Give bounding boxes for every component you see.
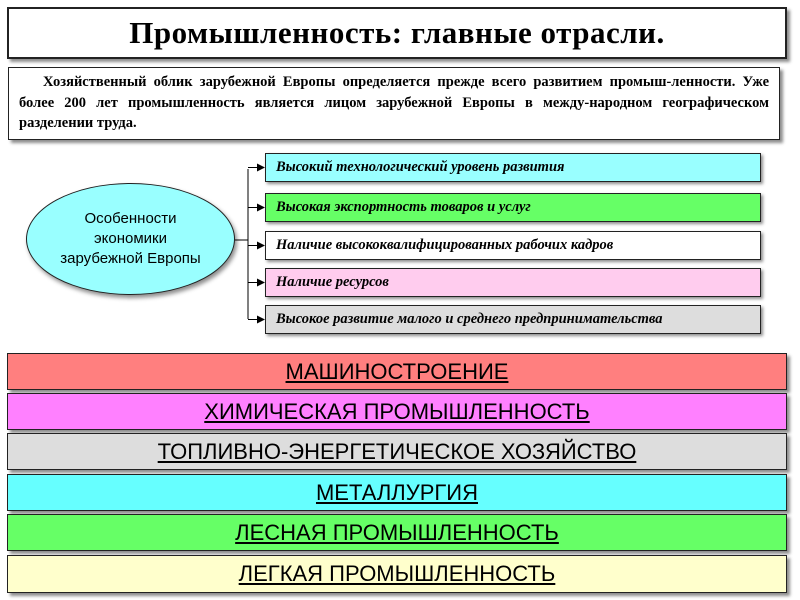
branch-label: ЛЕГКАЯ ПРОМЫШЛЕННОСТЬ — [238, 561, 556, 586]
feature-label: Наличие ресурсов — [276, 274, 389, 290]
center-label: Особенности экономики зарубежной Европы — [60, 210, 201, 267]
feature-item-resources — [265, 268, 761, 297]
feature-label: Наличие высококвалифицированных рабочих кадров — [276, 237, 614, 253]
feature-item-business — [265, 305, 761, 334]
feature-label: Высокое развитие малого и среднего предпринимательства — [276, 311, 663, 327]
intro-text: Хозяйственный облик зарубежной Европы определяется прежде всего развитием промыш-ленности. Уже более 200 лет промышленность является лицом зарубежной Европы в между-народном географическом разделении труда. — [19, 74, 769, 131]
branch-fuel-energy — [7, 433, 787, 470]
branch-chemical — [7, 393, 787, 430]
arrow-group — [248, 168, 264, 320]
feature-item-staff — [265, 231, 761, 260]
feature-label: Высокая экспортность товаров и услуг — [276, 199, 531, 215]
branch-machinery — [7, 353, 787, 390]
page-title: Промышленность: главные отрасли. — [129, 15, 665, 50]
feature-label: Высокий технологический уровень развития — [276, 159, 565, 175]
branch-label: ХИМИЧЕСКАЯ ПРОМЫШЛЕННОСТЬ — [204, 398, 590, 424]
branch-forestry — [7, 514, 787, 551]
branch-label: МЕТАЛЛУРГИЯ — [315, 479, 478, 505]
branch-light-industry — [7, 555, 787, 593]
center-ellipse — [26, 183, 235, 295]
feature-item-tech — [265, 153, 761, 182]
branch-label: ЛЕСНАЯ ПРОМЫШЛЕННОСТЬ — [235, 519, 559, 545]
feature-item-export — [265, 193, 761, 222]
branch-label: МАШИНОСТРОЕНИЕ — [285, 358, 509, 384]
branch-label: ТОПЛИВНО-ЭНЕРГЕТИЧЕСКОЕ ХОЗЯЙСТВО — [157, 438, 637, 464]
branch-metallurgy — [7, 474, 787, 511]
